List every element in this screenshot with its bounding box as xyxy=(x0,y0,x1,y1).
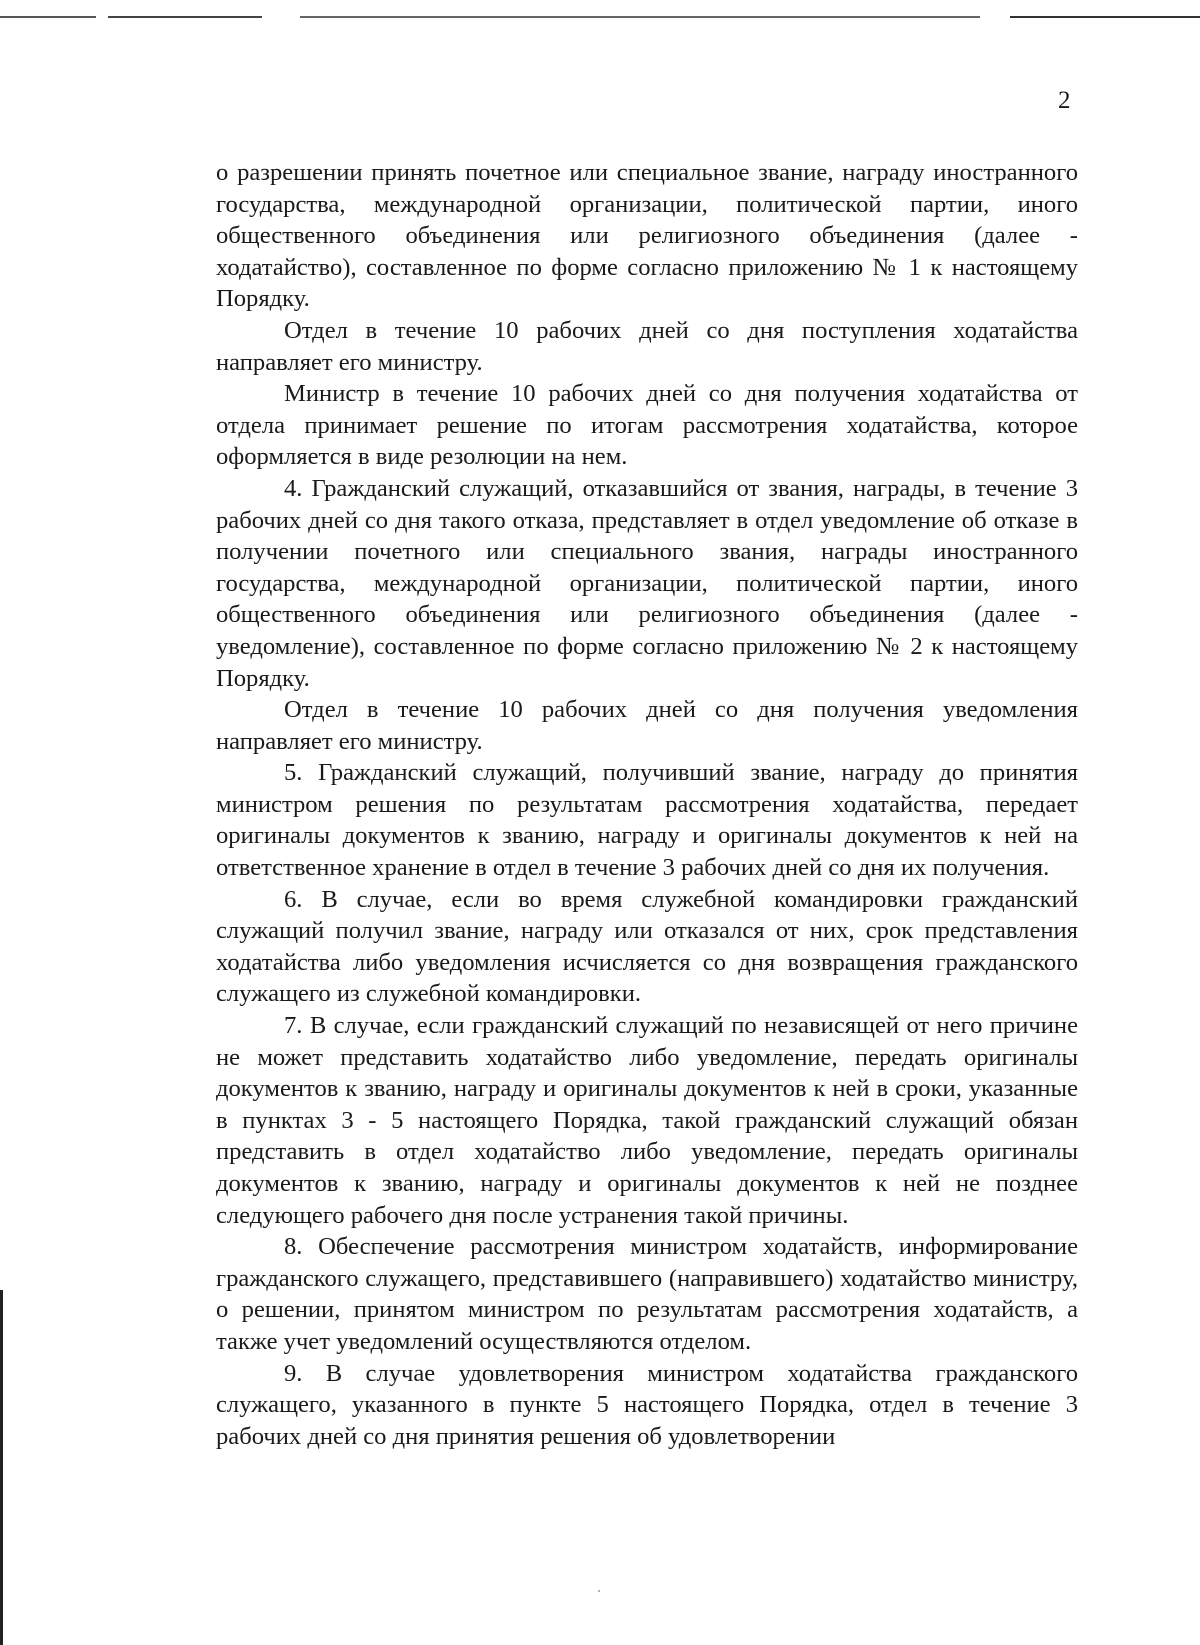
paragraph-item-6: 6. В случае, если во время служебной командировки гражданский служащий получил звание, награду или отказался от них, срок представления ходатайства либо уведомления исчисляется со дня возвращения гражданского служащего из служебной командировки. xyxy=(216,885,1078,1008)
paragraph-minister-decision: Министр в течение 10 рабочих дней со дня получения ходатайства от отдела принимает решение по итогам рассмотрения ходатайства, которое оформляется в виде резолюции на нем. xyxy=(216,380,1078,471)
paragraph-continuation: о разрешении принять почетное или специальное звание, награду иностранного государства, международной организации, политической партии, иного общественного объединения или религиозного объединения (далее - ходатайство), составленное по форме согласно приложению № 1 к настоящему Порядку. xyxy=(216,159,1078,313)
paragraph-item-7: 7. В случае, если гражданский служащий по независящей от него причине не может представить ходатайство либо уведомление, передать оригиналы документов к званию, награду и оригиналы документов к ней в сроки, указанные в пунктах 3 - 5 настоящего Порядка, такой гражданский служащий обязан представить в отдел ходатайство либо уведомление, передать оригиналы документов к званию, награду и оригиналы документов к ней не позднее следующего рабочего дня после устранения такой причины. xyxy=(216,1012,1078,1229)
paragraph-item-8: 8. Обеспечение рассмотрения министром ходатайств, информирование гражданского служащего, представившего (направившего) ходатайство министру, о решении, принятом министром по результатам рассмотрения ходатайств, а также учет уведомлений осуществляются отделом. xyxy=(216,1233,1078,1355)
scan-speck xyxy=(598,1590,600,1592)
paragraph-item-9: 9. В случае удовлетворения министром ходатайства гражданского служащего, указанного в пункте 5 настоящего Порядка, отдел в течение 3 рабочих дней со дня принятия решения об удовлетворении xyxy=(216,1359,1078,1450)
page-number: 2 xyxy=(1058,87,1071,114)
paragraph-otdel-notice: Отдел в течение 10 рабочих дней со дня получения уведомления направляет его министру. xyxy=(216,696,1078,755)
document-body xyxy=(216,157,1078,1452)
scan-left-edge-line xyxy=(0,1290,3,1645)
paragraph-otdel-petition: Отдел в течение 10 рабочих дней со дня поступления ходатайства направляет его министру. xyxy=(216,316,1078,376)
scan-top-edge-line xyxy=(0,16,1200,18)
paragraph-item-5: 5. Гражданский служащий, получивший звание, награду до принятия министром решения по результатам рассмотрения ходатайства, передает оригиналы документов к званию, награду и оригиналы документов к ней на ответственное хранение в отдел в течение 3 рабочих дней со дня их получения. xyxy=(216,759,1078,882)
paragraph-item-4: 4. Гражданский служащий, отказавшийся от звания, награды, в течение 3 рабочих дней со дня такого отказа, представляет в отдел уведомление об отказе в получении почетного или специального звания, награды иностранного государства, международной организации, политической партии, иного общественного объединения или религиозного объединения (далее - уведомление), составленное по форме согласно приложению № 2 к настоящему Порядку. xyxy=(216,474,1078,692)
